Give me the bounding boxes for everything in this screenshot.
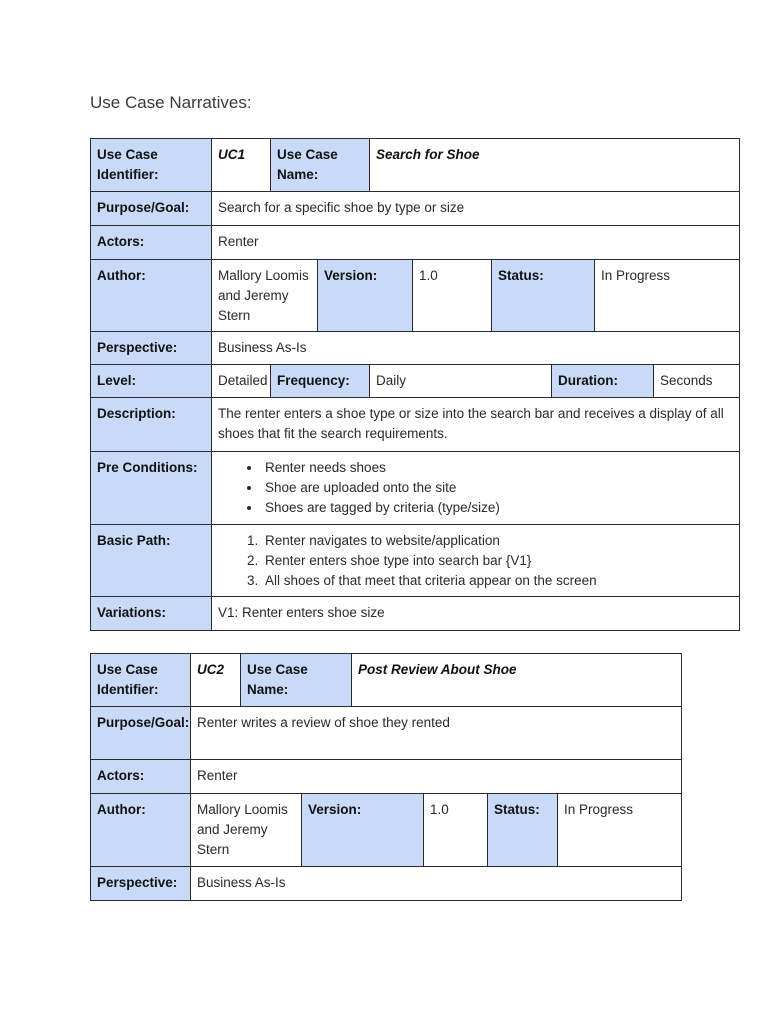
perspective-label: Perspective: — [91, 332, 212, 365]
version-value: 1.0 — [424, 794, 488, 867]
perspective-value: Business As-Is — [212, 332, 740, 365]
precondition-item: • Shoe are uploaded onto the site — [262, 478, 733, 498]
identifier-label: Use Case Identifier: — [91, 654, 191, 707]
preconditions-value — [212, 452, 740, 525]
basic-path-label: Basic Path: — [91, 525, 212, 597]
status-value: In Progress — [558, 794, 682, 867]
precondition-item: • Shoes are tagged by criteria (type/size) — [262, 498, 733, 518]
precondition-item: • Renter needs shoes — [262, 458, 733, 478]
actors-value: Renter — [191, 760, 682, 794]
row-description — [91, 398, 740, 452]
basic-path-step: 1. Renter navigates to website/application — [262, 531, 733, 551]
identifier-value: UC2 — [191, 654, 241, 707]
basic-path-value — [212, 525, 740, 597]
purpose-label: Purpose/Goal: — [91, 707, 191, 760]
variations-label: Variations: — [91, 597, 212, 631]
row-variations — [91, 597, 740, 631]
row-perspective — [91, 867, 682, 901]
duration-label: Duration: — [552, 365, 654, 398]
description-label: Description: — [91, 398, 212, 452]
frequency-label: Frequency: — [271, 365, 370, 398]
row-identifier — [91, 139, 740, 192]
name-value: Post Review About Shoe — [352, 654, 682, 707]
status-label: Status: — [492, 260, 595, 332]
actors-label: Actors: — [91, 226, 212, 260]
name-label: Use Case Name: — [241, 654, 352, 707]
row-level — [91, 365, 740, 398]
purpose-value: Renter writes a review of shoe they rented — [191, 707, 682, 760]
author-value: Mallory Loomis and Jeremy Stern — [212, 260, 318, 332]
preconditions-label: Pre Conditions: — [91, 452, 212, 525]
author-value: Mallory Loomis and Jeremy Stern — [191, 794, 302, 867]
row-purpose — [91, 707, 682, 760]
level-label: Level: — [91, 365, 212, 398]
row-actors — [91, 760, 682, 794]
actors-value: Renter — [212, 226, 740, 260]
basic-path-step: 2. Renter enters shoe type into search bar {V1} — [262, 551, 733, 571]
row-perspective — [91, 332, 740, 365]
use-case-table-uc2 — [90, 653, 682, 901]
version-label: Version: — [318, 260, 413, 332]
perspective-label: Perspective: — [91, 867, 191, 901]
page-heading: Use Case Narratives: — [90, 93, 252, 112]
version-label: Version: — [302, 794, 424, 867]
variations-value: V1: Renter enters shoe size — [212, 597, 740, 631]
row-basic-path — [91, 525, 740, 597]
description-value: The renter enters a shoe type or size into the search bar and receives a display of all shoes that fit the search requirements. — [212, 398, 740, 452]
perspective-value: Business As-Is — [191, 867, 682, 901]
name-value: Search for Shoe — [370, 139, 740, 192]
version-value: 1.0 — [413, 260, 492, 332]
row-actors — [91, 226, 740, 260]
purpose-value: Search for a specific shoe by type or size — [212, 192, 740, 226]
basic-path-list — [218, 531, 733, 591]
identifier-label: Use Case Identifier: — [91, 139, 212, 192]
author-label: Author: — [91, 794, 191, 867]
row-identifier — [91, 654, 682, 707]
row-author — [91, 794, 682, 867]
duration-value: Seconds — [654, 365, 740, 398]
row-preconditions — [91, 452, 740, 525]
frequency-value: Daily — [370, 365, 552, 398]
actors-label: Actors: — [91, 760, 191, 794]
purpose-label: Purpose/Goal: — [91, 192, 212, 226]
status-value: In Progress — [595, 260, 740, 332]
identifier-value: UC1 — [212, 139, 271, 192]
author-label: Author: — [91, 260, 212, 332]
basic-path-step: 3. All shoes of that meet that criteria appear on the screen — [262, 571, 733, 591]
row-purpose — [91, 192, 740, 226]
status-label: Status: — [488, 794, 558, 867]
preconditions-list — [218, 458, 733, 518]
use-case-table-uc1 — [90, 138, 740, 631]
row-author — [91, 260, 740, 332]
name-label: Use Case Name: — [271, 139, 370, 192]
level-value: Detailed — [212, 365, 271, 398]
